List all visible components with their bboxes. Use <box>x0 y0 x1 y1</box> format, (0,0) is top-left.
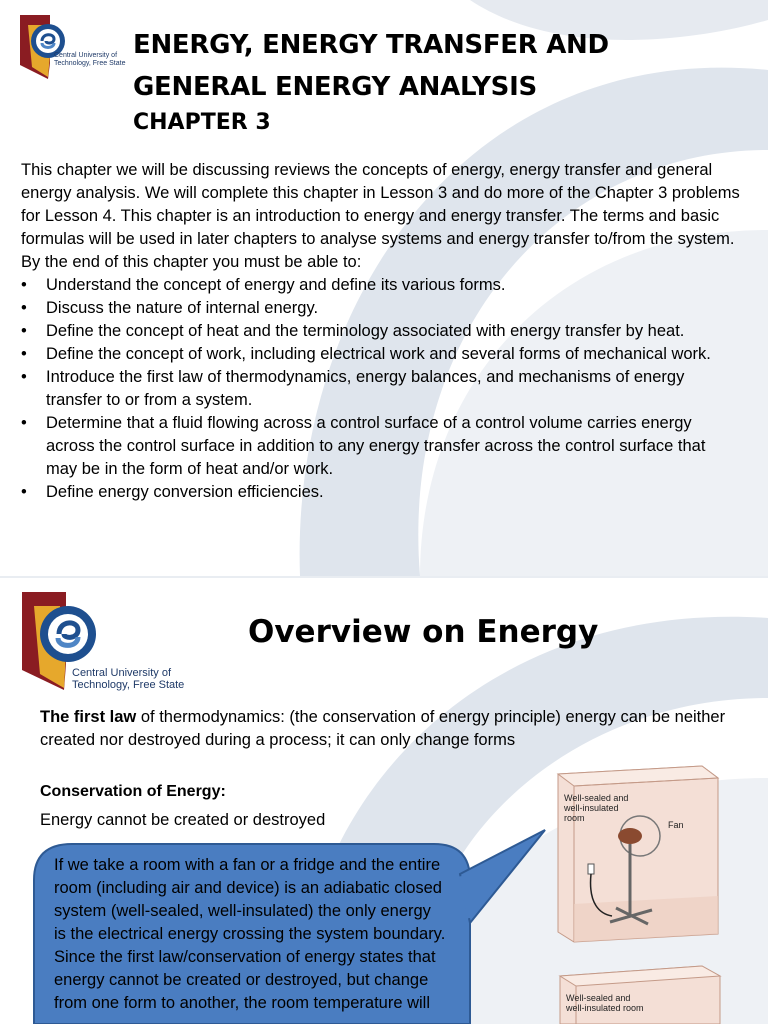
objective-item: • Determine that a fluid flowing across a control surface of a control volume carries energy across the control surface in addition to any energy transfer across the control surface that may be in the form of heat and/or work. <box>21 412 741 481</box>
room-label-line1: Well-sealed and <box>564 793 629 803</box>
chapter-label: CHAPTER 3 <box>133 110 271 135</box>
room-label-line2: well-insulated room <box>566 1002 644 1013</box>
callout-text: If we take a room with a fan or a fridge and the entire room (including air and device) is an adiabatic closed system (well-sealed, well-insulated) the only energy is the electrical energy crossing the system boundary. Since the first law/conservation of energy states that energy cannot be created or destroyed, but change from one form to another, the room temperature will <box>54 856 446 1012</box>
first-law-rest: of thermodynamics: (the conservation of energy principle) energy can be neither created nor destroyed during a process; it can only change forms <box>40 708 726 749</box>
slide-title: Overview on Energy <box>248 614 599 650</box>
intro-body <box>21 159 741 504</box>
objective-item: • Discuss the nature of internal energy. <box>21 297 741 320</box>
cut-logo <box>20 15 130 81</box>
room-label <box>566 994 644 1014</box>
room-label <box>564 794 628 824</box>
room-fan-figure <box>552 764 722 944</box>
by-end-text: By the end of this chapter you must be able to: <box>21 253 362 271</box>
objective-item: • Understand the concept of energy and define its various forms. <box>21 274 741 297</box>
slide-title-line2: GENERAL ENERGY ANALYSIS <box>133 72 537 102</box>
room-label-line3: room <box>564 812 585 823</box>
first-law-bold: The first law <box>40 708 137 726</box>
objective-item: • Define the concept of work, including electrical work and several forms of mechanical work. <box>21 343 741 366</box>
intro-paragraph: This chapter we will be discussing reviews the concepts of energy, energy transfer and general energy analysis. We will complete this chapter in Lesson 3 and do more of the Chapter 3 problems for Lesson 4. This chapter is an introduction to energy and energy transfer. The terms and basic formulas will be used in later chapters to analyse systems and energy transfer to/from the system. <box>21 161 740 248</box>
conservation-heading: Conservation of Energy: <box>40 783 226 800</box>
objective-item: • Define energy conversion efficiencies. <box>21 481 741 504</box>
objective-item: • Introduce the first law of thermodynamics, energy balances, and mechanisms of energy transfer to or from a system. <box>21 366 741 412</box>
logo-text-line1: Central University of <box>54 52 118 59</box>
conservation-text: Energy cannot be created or destroyed <box>40 811 326 829</box>
logo-text-line2: Technology, Free State <box>72 678 185 691</box>
objectives-list <box>21 274 741 504</box>
room-label-line2: well-insulated <box>564 802 619 813</box>
fan-label: Fan <box>668 820 684 830</box>
logo-text-line2: Technology, Free State <box>54 59 126 67</box>
slide-2 <box>0 578 768 1024</box>
logo-text <box>54 52 125 67</box>
objective-item: • Define the concept of heat and the terminology associated with energy transfer by heat. <box>21 320 741 343</box>
logo-text-line1: Central University of <box>72 667 172 679</box>
slide-title-line1: ENERGY, ENERGY TRANSFER AND <box>133 30 609 60</box>
room-label-line1: Well-sealed and <box>566 993 631 1003</box>
